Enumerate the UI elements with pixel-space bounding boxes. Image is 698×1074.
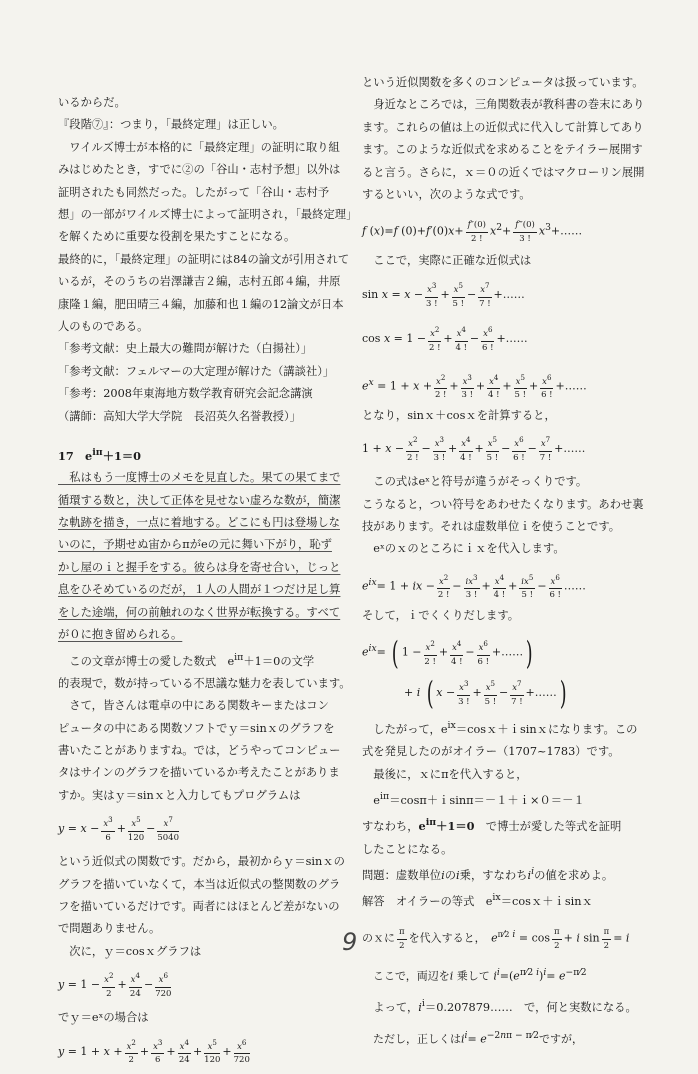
text-line: よって，$i^i=0.207879\dots\dots$ で，何と実数になる。 bbox=[362, 998, 637, 1015]
text-line: 書いたことがありますね。では，どうやってコンピュー bbox=[58, 743, 341, 757]
however-line: ただし，正しくは$i^i= e^{-2n\pi - \pi⁄2}$ですが， bbox=[362, 1029, 583, 1046]
text-line: 人のものである。 bbox=[58, 320, 149, 334]
text-line: を解くために重要な役割を果たすことになる。 bbox=[58, 230, 296, 244]
quote-line: をした途端，何の前触れのなく世界が転換する。すべて bbox=[58, 605, 341, 619]
answer-line: 解答 オイラーの等式 $e^{ix}=\cos x+i\sin x$ bbox=[362, 892, 593, 908]
reference-line: （講師：高知大学大学院 長沼英久名誉教授）」 bbox=[58, 409, 301, 423]
text-line: で問題ありません。 bbox=[58, 922, 161, 936]
quote-line: が０に抱き留められる。 bbox=[58, 628, 183, 642]
problem-line: 問題：虚数単位iのi乗，すなわち$i^i$の値を求めよ。 bbox=[362, 866, 614, 882]
quote-line: 息をひそめているのだが，１人の人間が１つだけ足し算 bbox=[58, 583, 341, 597]
text-line: 想」の一部がワイルズ博士によって証明され，「最終定理」 bbox=[58, 208, 358, 222]
text-line: 的表現で，数が持っている不思議な魅力を表しています。 bbox=[58, 676, 351, 690]
text-line: ワイルズ博士が本格的に「最終定理」の証明に取り組 bbox=[58, 140, 340, 154]
sin-approx-equation: y = x − $\frac{x^3}{6}$ + $\frac{x^5}{120}$ − $\frac{x^7}{5040}$ bbox=[58, 815, 179, 844]
text-line: でｙ＝eˣの場合は bbox=[58, 1011, 149, 1025]
text-line: 次に，ｙ＝cosｘグラフは bbox=[58, 944, 202, 958]
text-line: ピュータの中にある関数ソフトでｙ＝sinｘのグラフを bbox=[58, 721, 335, 735]
text-line: 身近なところでは，三角関数表が教科書の巻末にあり bbox=[362, 98, 645, 112]
text-line: さて，皆さんは電卓の中にある関数キーまたはコン bbox=[58, 699, 329, 713]
text-line: グラフを描いていなくて，本当は近似式の整関数のグラ bbox=[58, 877, 341, 891]
text-line: フを描いているだけです。両者にはほとんど差がないの bbox=[58, 899, 340, 913]
exp-ix-series-equation: $e^{ix}= 1$ + ix − $\frac{x^2}{2 !}$ − $\frac{ix^3}{3 !}$ + $\frac{x^4}{4 !}$ + $\frac{ix^5}{5 !}$ − $\frac{x^6}{6 !}$ …… bbox=[362, 572, 586, 601]
exp-series-equation: $e^x = 1 + x$ + $\frac{x^2}{2 !}$ + $\frac{x^3}{3 !}$ + $\frac{x^4}{4 !}$ + $\frac{x^5}{5 !}$ + $\frac{x^6}{6 !}$ +…… bbox=[362, 372, 587, 401]
text-line: いるが，そのうちの岩澤謙吉２編，志村五郎４編，井原 bbox=[58, 275, 341, 289]
section-heading: 17 $e^{i\pi}+1=0$ bbox=[58, 447, 142, 463]
reference-line: 「参考文献：史上最大の難問が解けた（白揚社）」 bbox=[58, 342, 313, 356]
text-line: 最後に，ｘにπを代入すると， bbox=[362, 767, 528, 781]
text-line: という近似式の関数です。だから，最初からｙ＝sinｘの bbox=[58, 855, 345, 869]
text-line: 『段階⑦』：つまり，「最終定理」は正しい。 bbox=[58, 118, 284, 132]
substitution-text-2: を代入すると， bbox=[408, 932, 481, 946]
quote-line: な軌跡を描き，一点に着地する。どこにも円は登場しな bbox=[58, 516, 340, 530]
text-line: タはサインのグラフを描いているか考えたことがありま bbox=[58, 766, 340, 780]
left-column bbox=[58, 92, 358, 1074]
text-line: ます。これらの値は上の近似式に代入して計算してあり bbox=[362, 120, 644, 134]
sin-series-equation: sin x = x − $\frac{x^3}{3 !}$ + $\frac{x^5}{5 !}$ − $\frac{x^7}{7 !}$ +…… bbox=[362, 280, 525, 309]
text-line: ると言う。さらに，ｘ＝０の近くではマクローリン展開 bbox=[362, 165, 645, 179]
text-line: みはじめたとき，すでに②の「谷山・志村予想」以外は bbox=[58, 163, 341, 177]
text-line: 証明されたも同然だった。したがって「谷山・志村予 bbox=[58, 185, 330, 199]
text-line: eˣのｘのところにｉｘを代入します。 bbox=[362, 542, 565, 556]
text-line: すか。実はｙ＝sinｘと入力してもプログラムは bbox=[58, 788, 301, 802]
cos-series-equation: cos x = 1 − $\frac{x^2}{2 !}$ + $\frac{x^4}{4 !}$ − $\frac{x^6}{6 !}$ +…… bbox=[362, 324, 528, 353]
text-line: 最終的に，「最終定理」の証明には84の論文が引用されて bbox=[58, 252, 350, 266]
text-line: 技があります。それは虚数単位ｉを使うことです。 bbox=[362, 520, 621, 534]
euler-real-part-equation: $e^{ix}=$ ( 1 − $\frac{x^2}{2 !}$ + $\frac{x^4}{4 !}$ − $\frac{x^6}{6 !}$ +……) bbox=[362, 633, 533, 672]
euler-imag-part-equation: + i ( x − $\frac{x^3}{3 !}$ + $\frac{x^5}{5 !}$ − $\frac{x^7}{7 !}$ +……) bbox=[404, 674, 567, 713]
text-line: という近似関数を多くのコンピュータは扱っています。 bbox=[362, 76, 644, 89]
text-line: ここで，実際に正確な近似式は bbox=[362, 254, 532, 268]
reference-line: 「参考文献：フェルマーの大定理が解けた（講談社）」 bbox=[58, 364, 335, 378]
reference-line: 「参考：2008年東海地方数学教育研究会記念講演 bbox=[58, 387, 313, 401]
text-line: こうなると，つい符号をあわせたくなります。あわせ裏 bbox=[362, 497, 644, 511]
quote-line: 循環する数と，決して正体を見せない虚ろな数が，簡潔 bbox=[58, 493, 341, 507]
text-line: $e^{i\pi}=\cos\pi+i\sin\pi=-1+i\times 0=-1$ bbox=[362, 791, 585, 808]
however-text: ただし，正しくは bbox=[362, 1032, 461, 1046]
text-line: したがって，$e^{ix}=\cos x+i\sin x$になります。この bbox=[362, 720, 638, 737]
text-line: この文章が博士の愛した数式 $e^{i\pi}+1=0$の文学 bbox=[58, 651, 315, 668]
substitution-text: のｘに bbox=[362, 932, 395, 946]
page-number: 9 bbox=[342, 928, 358, 956]
text-line: そして，ｉでくくりだします。 bbox=[362, 608, 520, 622]
text-line: この式はeˣと符号が違うがそっくりです。 bbox=[362, 475, 588, 489]
text-line: するといい，次のような式です。 bbox=[362, 188, 531, 202]
both-sides-text: ここで，両辺をi 乗して bbox=[362, 970, 490, 984]
both-sides-line: ここで，両辺をi 乗して $i^i=(e^{\pi⁄2 i})^i= e^{-\pi⁄2}$ bbox=[362, 967, 587, 984]
text-line: すなわち，$e^{i\pi}+1=0$ で博士が愛した等式を証明 bbox=[362, 817, 622, 834]
text-line: となり，sinｘ＋cosｘを計算すると， bbox=[362, 408, 556, 422]
right-column bbox=[362, 72, 652, 1052]
text-line: したことになる。 bbox=[362, 842, 453, 856]
sin-plus-cos-equation: 1 + x − $\frac{x^2}{2 !}$ − $\frac{x^3}{3 !}$ + $\frac{x^4}{4 !}$ + $\frac{x^5}{5 !}$ − $\frac{x^6}{6 !}$ − $\frac{x^7}{7 !}$ +…… bbox=[362, 435, 586, 464]
text-line: ます。このような近似式を求めることをテイラー展開す bbox=[362, 143, 643, 157]
text-line: 式を発見したのがオイラー（1707~1783）です。 bbox=[362, 745, 620, 759]
text-line: いるからだ。 bbox=[58, 96, 126, 109]
substitution-line: のｘに $\frac{\pi}{2}$ を代入すると， $e^{\pi⁄2 i} = \cos$ $\frac{\pi}{2}$ + i sin $\frac{\pi}{2}$ = i bbox=[362, 926, 630, 951]
text-line: 康隆１編，肥田晴三４編，加藤和也１編の12論文が日本 bbox=[58, 297, 344, 311]
quote-line: かし屋のｉと握手をする。彼らは身を寄せ合い，じっと bbox=[58, 560, 341, 574]
maclaurin-equation: f (x)=f (0)+f′(0)x+ $\frac{f''(0)}{2 !}$ $x^2+$ $\frac{f‴(0)}{3 !}$ $x^3+\dots\dots$ bbox=[362, 219, 583, 244]
quote-line: いのに，予期せぬ宙からπがeの元に舞い下がり，恥ず bbox=[58, 538, 332, 552]
exp-approx-equation: y = 1 + x + $\frac{x^2}{2}$ + $\frac{x^3}{6}$ + $\frac{x^4}{24}$ + $\frac{x^5}{120}$ + $\frac{x^6}{720}$ bbox=[58, 1037, 250, 1066]
quote-line: 私はもう一度博士のメモを見直した。果ての果てまで bbox=[58, 471, 341, 485]
cos-approx-equation: y = 1 − $\frac{x^2}{2}$ + $\frac{x^4}{24}$ − $\frac{x^6}{720}$ bbox=[58, 971, 172, 1000]
